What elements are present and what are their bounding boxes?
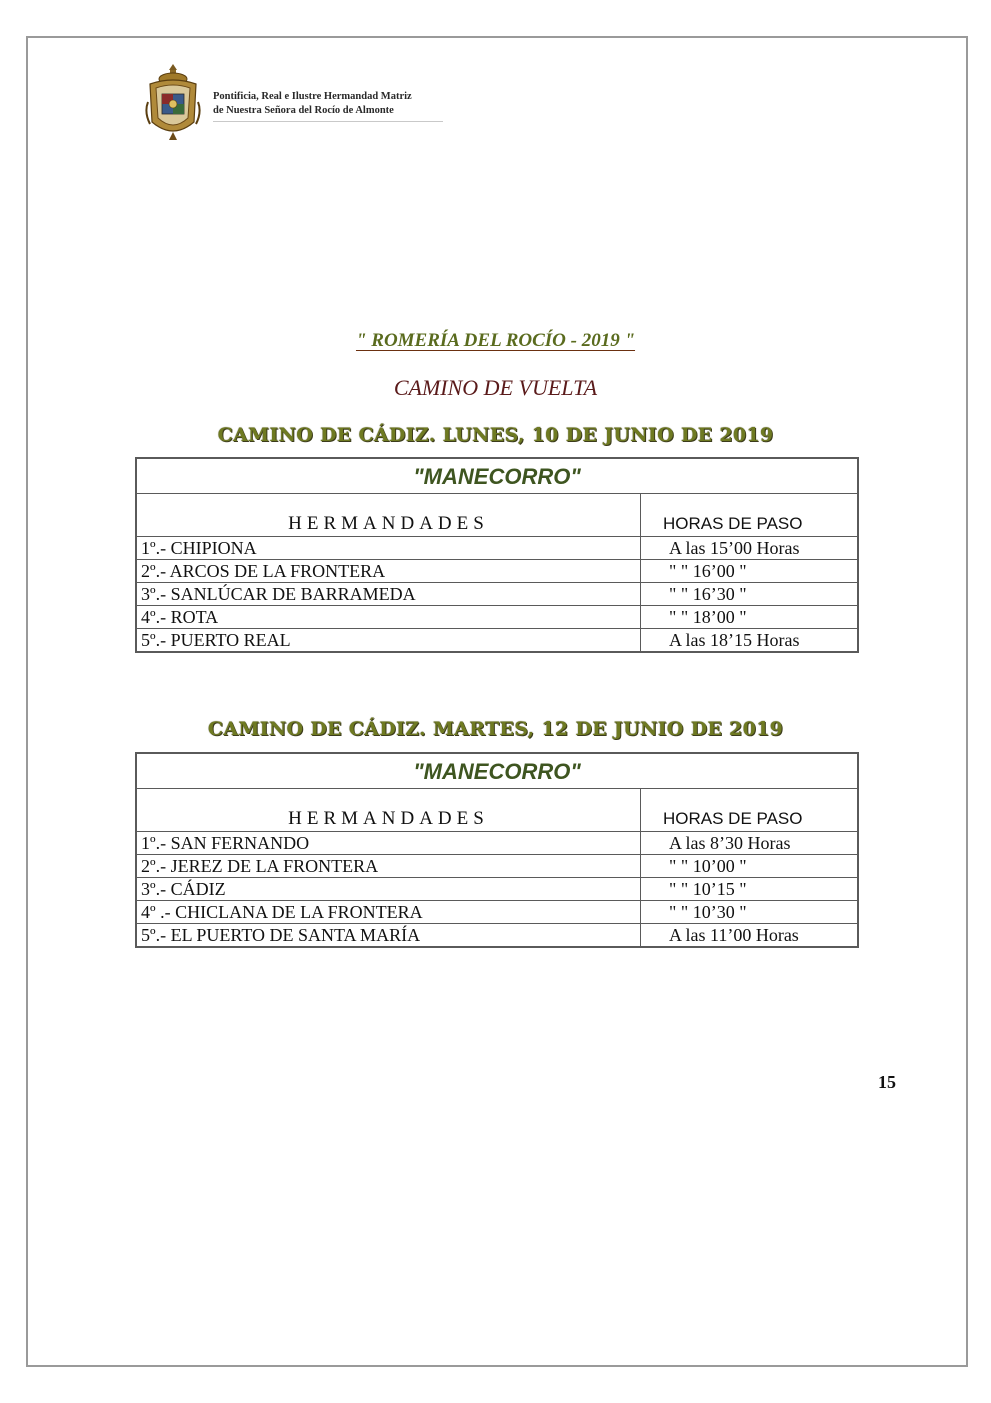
table-place-title: "MANECORRO" xyxy=(136,458,858,494)
table-row xyxy=(136,924,858,948)
document-title-text: " ROMERÍA DEL ROCÍO - 2019 " xyxy=(355,330,636,351)
time-cell: " " 18’00 " xyxy=(641,606,859,629)
table-title-row xyxy=(136,753,858,789)
column-header-horas xyxy=(641,494,859,537)
table-header-row xyxy=(136,789,858,832)
time-cell: A las 18’15 Horas xyxy=(641,629,859,653)
hermandad-cell: 4º.- ROTA xyxy=(136,606,641,629)
table-header-row xyxy=(136,494,858,537)
time-cell: A las 11’00 Horas xyxy=(641,924,859,948)
table-row xyxy=(136,606,858,629)
document-subtitle: CAMINO DE VUELTA xyxy=(393,375,598,400)
section-heading-lunes: CAMINO DE CÁDIZ. LUNES, 10 DE JUNIO DE 2019 xyxy=(217,424,774,446)
table-row xyxy=(136,583,858,606)
hermandad-cell: 5º.- EL PUERTO DE SANTA MARÍA xyxy=(136,924,641,948)
column-header-hermandades-label: HERMANDADES xyxy=(288,808,489,829)
hermandad-cell: 1º.- CHIPIONA xyxy=(136,537,641,560)
brotherhood-crest-icon xyxy=(144,62,202,142)
hermandad-cell: 3º.- CÁDIZ xyxy=(136,878,641,901)
letterhead-line-2: de Nuestra Señora del Rocío de Almonte xyxy=(213,105,394,116)
table-row xyxy=(136,878,858,901)
time-cell: " " 10’15 " xyxy=(641,878,859,901)
hermandad-cell: 3º.- SANLÚCAR DE BARRAMEDA xyxy=(136,583,641,606)
table-title-row xyxy=(136,458,858,494)
time-cell: " " 16’30 " xyxy=(641,583,859,606)
hermandad-cell: 2º.- ARCOS DE LA FRONTERA xyxy=(136,560,641,583)
table-row xyxy=(136,537,858,560)
time-cell: " " 10’30 " xyxy=(641,901,859,924)
hermandad-cell: 1º.- SAN FERNANDO xyxy=(136,832,641,855)
hermandad-cell: 2º.- JEREZ DE LA FRONTERA xyxy=(136,855,641,878)
table-row xyxy=(136,560,858,583)
column-header-horas-label: HORAS DE PASO xyxy=(663,514,803,533)
time-cell: " " 16’00 " xyxy=(641,560,859,583)
column-header-horas xyxy=(641,789,859,832)
column-header-hermandades xyxy=(136,494,641,537)
letterhead-text xyxy=(213,90,412,118)
time-cell: A las 15’00 Horas xyxy=(641,537,859,560)
letterhead xyxy=(140,62,445,142)
letterhead-divider xyxy=(213,121,443,122)
time-cell: A las 8’30 Horas xyxy=(641,832,859,855)
schedule-table-martes xyxy=(135,752,859,948)
table-row xyxy=(136,901,858,924)
column-header-hermandades xyxy=(136,789,641,832)
time-cell: " " 10’00 " xyxy=(641,855,859,878)
letterhead-line-1: Pontificia, Real e Ilustre Hermandad Matriz xyxy=(213,91,412,102)
page-frame xyxy=(26,36,968,1367)
table-row xyxy=(136,855,858,878)
schedule-table-lunes xyxy=(135,457,859,653)
table-row xyxy=(136,832,858,855)
column-header-hermandades-label: HERMANDADES xyxy=(288,513,489,534)
hermandad-cell: 5º.- PUERTO REAL xyxy=(136,629,641,653)
table-row xyxy=(136,629,858,653)
table-place-title: "MANECORRO" xyxy=(136,753,858,789)
section-heading-martes: CAMINO DE CÁDIZ. MARTES, 12 DE JUNIO DE 2019 xyxy=(207,718,784,740)
column-header-horas-label: HORAS DE PASO xyxy=(663,809,803,828)
hermandad-cell: 4º .- CHICLANA DE LA FRONTERA xyxy=(136,901,641,924)
page-number: 15 xyxy=(878,1072,896,1092)
document-title xyxy=(0,330,991,352)
